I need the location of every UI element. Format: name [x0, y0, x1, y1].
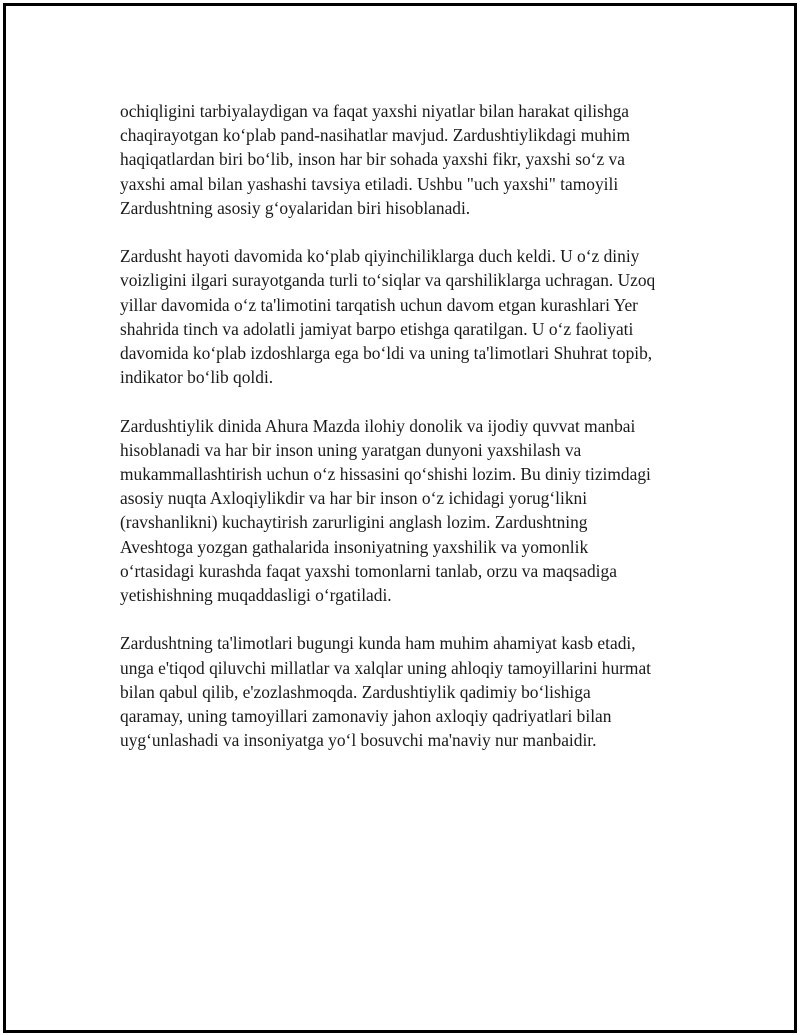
- text-line: uyg‘unlashadi va insoniyatga yo‘l bosuvchi ma'naviy nur manbaidir.: [120, 730, 597, 751]
- text-line: yetishishning muqaddasligi o‘rgatiladi.: [120, 585, 392, 606]
- paragraph-4: [120, 631, 700, 752]
- paragraph-2: [120, 244, 700, 389]
- text-line: Zardushtning ta'limotlari bugungi kunda ham muhim ahamiyat kasb etadi,: [120, 633, 636, 654]
- text-line: Aveshtoga yozgan gathalarida insoniyatning yaxshilik va yomonlik: [120, 536, 589, 557]
- text-line: chaqirayotgan ko‘plab pand-nasihatlar mavjud. Zardushtiylikdagi muhim: [120, 125, 630, 146]
- document-body: [120, 99, 700, 777]
- text-line: ochiqligini tarbiyalaydigan va faqat yaxshi niyatlar bilan harakat qilishga: [120, 101, 629, 121]
- paragraph-3: [120, 414, 700, 608]
- text-line: shahrida tinch va adolatli jamiyat barpo etishga qaratilgan. U o‘z faoliyati: [120, 318, 634, 339]
- text-line: yaxshi amal bilan yashashi tavsiya etiladi. Ushbu "uch yaxshi" tamoyili: [120, 173, 619, 194]
- text-line: qaramay, uning tamoyillari zamonaviy jahon axloqiy qadriyatlari bilan: [120, 706, 612, 727]
- text-line: yillar davomida o‘z ta'limotini tarqatish uchun davom etgan kurashlari Yer: [120, 294, 638, 315]
- paragraph-1: [120, 99, 700, 220]
- text-line: haqiqatlardan biri bo‘lib, inson har bir sohada yaxshi fikr, yaxshi so‘z va: [120, 149, 625, 170]
- text-line: unga e'tiqod qiluvchi millatlar va xalqlar uning ahloqiy tamoyillarini hurmat: [120, 657, 652, 678]
- text-line: voizligini ilgari surayotganda turli to‘siqlar va qarshiliklarga uchragan. Uzoq: [120, 270, 656, 291]
- text-line: davomida ko‘plab izdoshlarga ega bo‘ldi va uning ta'limotlari Shuhrat topib,: [120, 343, 653, 364]
- text-line: hisoblanadi va har bir inson uning yaratgan dunyoni yaxshilash va: [120, 439, 582, 460]
- text-line: bilan qabul qilib, e'zozlashmoqda. Zardushtiylik qadimiy bo‘lishiga: [120, 681, 591, 702]
- text-line: mukammallashtirish uchun o‘z hissasini qo‘shishi lozim. Bu diniy tizimdagi: [120, 464, 651, 485]
- text-line: o‘rtasidagi kurashda faqat yaxshi tomonlarni tanlab, orzu va maqsadiga: [120, 560, 617, 581]
- text-line: asosiy nuqta Axloqiylikdir va har bir inson o‘z ichidagi yorug‘likni: [120, 488, 588, 509]
- page-frame: [3, 3, 797, 1033]
- text-line: Zardushtiylik dinida Ahura Mazda ilohiy donolik va ijodiy quvvat manbai: [120, 415, 636, 436]
- text-line: indikator bo‘lib qoldi.: [120, 367, 274, 388]
- text-line: Zardushtning asosiy g‘oyalaridan biri hisoblanadi.: [120, 197, 471, 218]
- text-line: Zardusht hayoti davomida ko‘plab qiyinchiliklarga duch keldi. U o‘z diniy: [120, 246, 640, 267]
- text-line: (ravshanlikni) kuchaytirish zarurligini anglash lozim. Zardushtning: [120, 512, 588, 533]
